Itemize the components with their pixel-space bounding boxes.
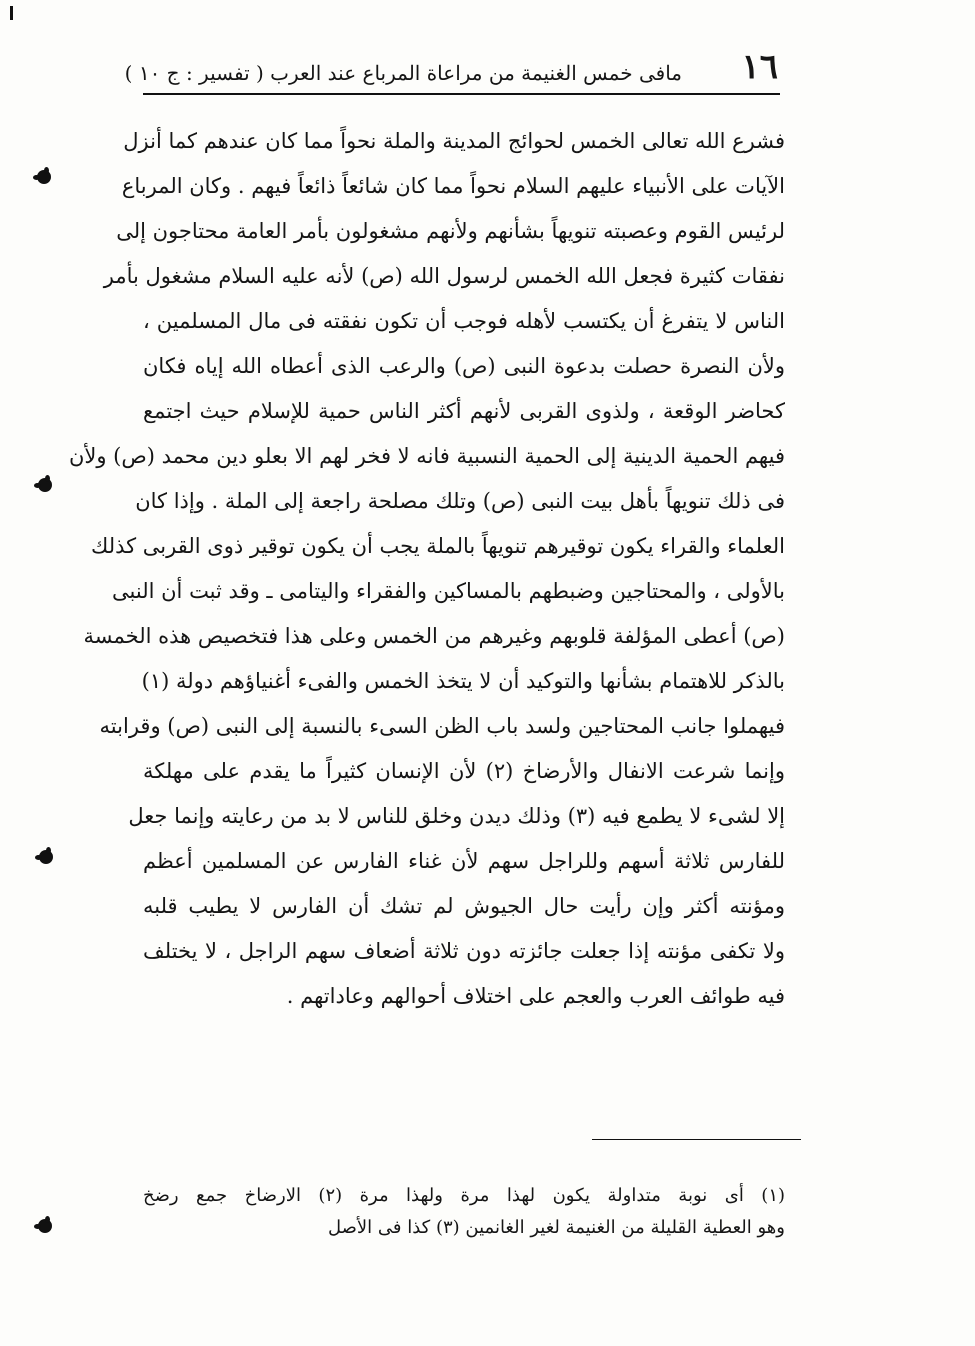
body-line: بالأولى ، والمحتاجين وضبطهم بالمساكين والفقراء واليتامى ـ وقد ثبت أن النبى — [112, 579, 785, 603]
scan-speck-mark — [39, 850, 53, 864]
body-line: فيه طوائف العرب والعجم على اختلاف أحوالهم وعاداتهم . — [286, 984, 785, 1008]
footnote-line: (١) أى نوبة متداولة يكون لهذا مرة ولهذا مرة (٢) الارضاخ جمع رضخ — [143, 1185, 786, 1206]
body-line: بالذكر للاهتمام بشأنها والتوكيد أن لا يتخذ الخمس والفىء أغنياؤهم دولة (١) — [141, 669, 785, 693]
body-line: كحاضر الوقعة ، ولذوى القربى لأنهم أكثر الناس حمية للإسلام حيث اجتمع — [143, 399, 785, 423]
body-line: العلماء والقراء يكون توقيرهم تنويهاً بالملة يجب أن يكون توقير ذوى القربى كذلك — [91, 534, 785, 558]
running-title: مافى خمس الغنيمة من مراعاة المرباع عند العرب ( تفسير : ج ١٠ ) — [124, 61, 682, 85]
page-number: ١٦ — [741, 47, 778, 87]
body-line: فيهملوا جانب المحتاجين ولسد باب الظن السىء بالنسبة إلى النبى (ص) وقرابته — [99, 714, 785, 738]
body-line: ومؤنته أكثر وإن رأيت حال الجيوش لم تشك أن الفارس لا يطيب قلبه — [143, 894, 785, 918]
scan-speck-mark — [38, 1219, 52, 1233]
body-line: فشرع الله تعالى الخمس لحوائج المدينة والملة نحواً مما كان عندهم كما أنزل — [123, 129, 785, 153]
body-line: ولأن النصرة حصلت بدعوة النبى (ص) والرعب الذى أعطاه الله إياه فكان — [143, 354, 785, 378]
body-line: وإنما شرعت الانفال والأرضاخ (٢) لأن الإنسان كثيراً ما يقدم على مهلكة — [143, 759, 785, 783]
footnote-line: وهو العطية القليلة من الغنيمة لغير الغانمين (٣) كذا فى الأصل — [327, 1217, 785, 1238]
body-line: ولا تكفى مؤنته إذا جعلت جائزته دون ثلاثة أضعاف سهم الراجل ، لا يختلف — [143, 939, 785, 963]
body-line: (ص) أعطى المؤلفة قلوبهم وغيرهم من الخمس وعلى هذا فتخصيص هذه الخمسة — [83, 624, 785, 648]
page-header — [124, 47, 778, 93]
top-left-scan-mark — [10, 6, 13, 20]
footnotes — [143, 1180, 785, 1244]
body-line: لرئيس القوم وعصبته تنويهاً بشأنهم ولأنهم مشغولون بأمر العامة محتاجون إلى — [116, 219, 785, 243]
body-line: إلا لشىء لا يطمع فيه (٣) وذلك ديدن وخلق للناس لا بد من رعايته وإنما جعل — [128, 804, 785, 828]
footnote-rule — [592, 1139, 801, 1140]
body-line: فيهم الحمية الدينية إلى الحمية النسبية فانه لا فخر لهم الا بعلو دين محمد (ص) ولأن — [68, 444, 785, 468]
arabic-body-text — [68, 119, 785, 1019]
body-line: الناس لا يتفرغ أن يكتسب لأهله فوجب أن تكون نفقته فى مال المسلمين ، — [143, 309, 785, 333]
body-line: فى ذلك تنويهاً بأهل بيت النبى (ص) وتلك مصلحة راجعة إلى الملة . وإذا كان — [135, 489, 785, 513]
header-rule — [143, 93, 780, 95]
scan-speck-mark — [37, 170, 51, 184]
body-line: نفقات كثيرة فجعل الله الخمس لرسول الله (ص) لأنه عليه السلام مشغول بأمر — [103, 264, 785, 288]
body-line: الآيات على الأنبياء عليهم السلام نحواً مما كان شائعاً ذائعاً فيهم . وكان المرباع — [121, 174, 785, 198]
body-line: للفارس ثلاثة أسهم وللراجل سهم لأن غناء الفارس عن المسلمين أعظم — [143, 849, 785, 873]
scan-speck-mark — [38, 478, 52, 492]
